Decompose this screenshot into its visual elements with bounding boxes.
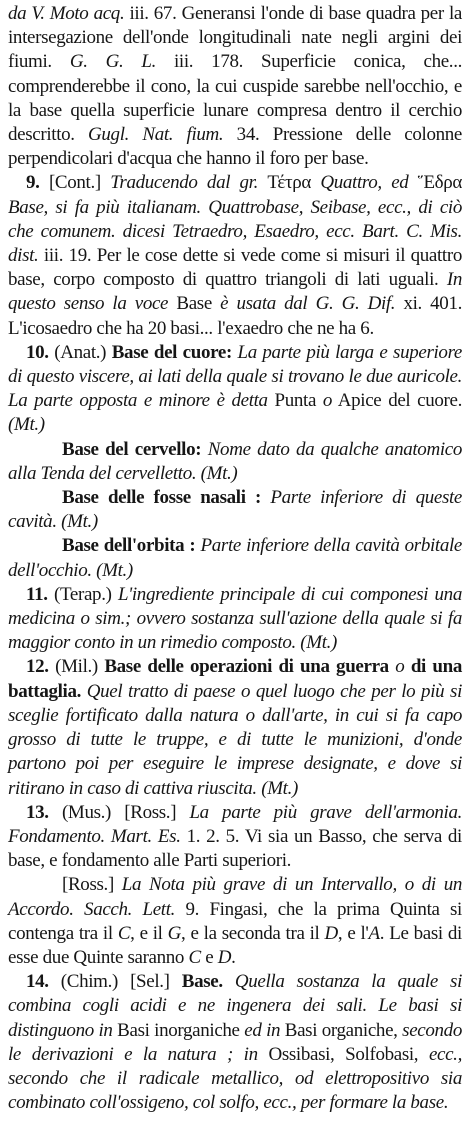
text-run: secondo le derivazioni e la natura ; in xyxy=(8,1019,462,1065)
text-run: Ἕδρα xyxy=(408,172,462,194)
headword-phrase: Base delle operazioni di una guerra xyxy=(104,656,389,678)
entry-paragraph-p12 xyxy=(8,655,462,800)
headword-phrase: Base. xyxy=(181,971,223,993)
text-run: . Le basi di esse due Quinte saranno xyxy=(8,922,462,968)
headword-phrase: Base delle fosse nasali : xyxy=(62,487,261,509)
entry-paragraph-p10 xyxy=(8,341,462,438)
entry-paragraph-p14 xyxy=(8,970,462,1115)
text-run: D xyxy=(217,946,232,968)
entry-paragraph-p9 xyxy=(8,171,462,340)
text-run: (Mus.) [Ross.] xyxy=(48,801,190,823)
text-run: , e l' xyxy=(337,922,369,944)
entry-paragraph-p11 xyxy=(8,583,462,656)
entry-paragraph-p13 xyxy=(8,801,462,874)
headword-phrase: Base del cervello: xyxy=(62,438,202,460)
text-run: Quel tratto di paese o quel luogo che per lo più si sceglie fortificato dalla natura o dall'arte, in cui si fa capo grosso di tutte le truppe, e di tutte le munizioni, d'onde partono poi per eseguire le imprese designate, e dove si ritirano in caso di cattiva riuscita. (Mt.) xyxy=(8,680,462,799)
text-run: o xyxy=(322,390,332,412)
text-run: C xyxy=(188,946,201,968)
text-run: Base, si fa più italianam. Quattrobase, Seibase, ecc., di ciò che comunem. dicesi Tetraedro, Esaedro, ecc. Bart. C. Mis. dist. xyxy=(8,196,462,267)
entry-paragraph-p10b xyxy=(8,438,462,486)
text-run: ed in xyxy=(244,1019,281,1041)
headword-phrase: Base del cuore: xyxy=(111,341,232,363)
sense-number: 13. xyxy=(26,801,49,823)
text-run: 9. Fingasi, che la prima Quinta si contenga tra il xyxy=(8,898,462,944)
text-run: Ossibasi, Solfobasi, xyxy=(257,1043,429,1065)
sense-number: 14. xyxy=(26,971,49,993)
entry-paragraph-p10d xyxy=(8,534,462,582)
text-run: (Mil.) xyxy=(48,656,105,678)
headword-phrase: di una battaglia. xyxy=(8,656,462,702)
text-run: G xyxy=(167,922,182,944)
text-run: o xyxy=(388,656,411,678)
text-run: Nome dato da qualche anatomico alla Tenda del cervelletto. (Mt.) xyxy=(8,438,462,484)
text-run: ecc., secondo che il radicale metallico, od elettropositivo sia combinato coll'ossigeno, col solfo, ecc., per formare la base. xyxy=(8,1043,462,1114)
sense-number: 11. xyxy=(26,583,48,605)
text-run: L'ingrediente principale di cui componesi una medicina o sim.; ovvero sostanza sull'azione della quale si fa maggior conto in un rimedio composto. (Mt.) xyxy=(8,583,462,654)
text-run: Basi inorganiche xyxy=(112,1019,245,1041)
text-run: Τέτρα xyxy=(258,172,321,194)
text-run: 1. 2. 5. Vi sia un Basso, che serva di base, e fondamento alle Parti superiori. xyxy=(8,825,462,872)
text-run: è usata dal G. G. Dif. xyxy=(220,293,396,315)
text-run: , e la seconda tra il xyxy=(181,922,325,944)
text-run: D xyxy=(324,922,338,944)
text-run: . xyxy=(231,946,236,968)
text-run: xi. 401. L'icosaedro che ha 20 basi... l'exaedro che ne ha 6. xyxy=(8,293,463,339)
sense-number: 9. xyxy=(26,172,40,194)
text-run: Quattro, ed xyxy=(320,172,409,194)
entry-paragraph-p0 xyxy=(8,2,462,171)
text-run: iii. 67. Generansi l'onde di base quadra per la intersegazione dell'onde longitudinali nate negli argini dei fiumi. xyxy=(8,3,462,73)
text-run: In questo senso la voce xyxy=(8,269,462,315)
text-run: Gugl. Nat. fium. xyxy=(88,124,224,146)
text-run: Punta xyxy=(267,390,323,412)
text-run: Traducendo dal gr. xyxy=(110,172,259,194)
text-run: 34. Pressione delle colonne perpendicolari d'acqua che hanno il foro per base. xyxy=(8,124,462,170)
text-run: , e il xyxy=(130,922,168,944)
text-run: Parte inferiore della cavità orbitale dell'occhio. (Mt.) xyxy=(8,535,462,581)
text-run: (Chim.) [Sel.] xyxy=(48,971,182,993)
text-run: (Mt.) xyxy=(8,414,45,436)
text-run: iii. 19. Per le cose dette si vede come si misuri il quattro base, corpo composto di quattro triangoli di lati uguali. xyxy=(8,245,462,291)
text-run: e xyxy=(200,946,218,968)
text-run: (Anat.) xyxy=(48,341,112,363)
text-run: G. G. L. xyxy=(69,51,156,73)
headword-phrase: Base dell'orbita : xyxy=(62,535,196,557)
text-run: La parte più grave dell'armonia. Fondamento. Mart. Es. xyxy=(8,801,462,847)
text-run: Quella sostanza la quale si combina cogli acidi e ne ingenera dei sali. Le basi si distinguono in xyxy=(8,971,462,1041)
sense-number: 12. xyxy=(26,656,49,678)
text-run: La parte più larga e superiore di questo viscere, ai lati della quale si trovano le due auricole. La parte opposta e minore è detta xyxy=(8,341,463,412)
text-run: Base xyxy=(168,293,221,315)
text-run: Apice xyxy=(332,390,389,412)
text-run: da V. Moto acq. xyxy=(8,3,125,24)
text-run: La Nota più grave di un Intervallo, o di un Accordo. Sacch. Lett. xyxy=(8,874,462,920)
sense-number: 10. xyxy=(26,341,49,363)
text-run: del cuore. xyxy=(388,390,462,412)
text-run: iii. 178. Superficie conica, che... comprenderebbe il cono, la cui cuspide sarebbe nell'occhio, e la base quella superficie lunare compresa dentro il cerchio descritto. xyxy=(8,51,463,146)
text-run: (Terap.) xyxy=(47,583,118,605)
text-run: Parte inferiore di queste cavità. (Mt.) xyxy=(8,487,463,533)
entry-paragraph-p10c xyxy=(8,486,462,534)
text-column xyxy=(8,2,462,1115)
text-run: C xyxy=(117,922,131,944)
text-run: [Cont.] xyxy=(39,172,111,194)
text-run: [Ross.] xyxy=(62,874,122,896)
text-run: Basi organiche, xyxy=(280,1019,403,1041)
entry-paragraph-p13b xyxy=(8,873,462,970)
text-run: A xyxy=(368,922,380,944)
